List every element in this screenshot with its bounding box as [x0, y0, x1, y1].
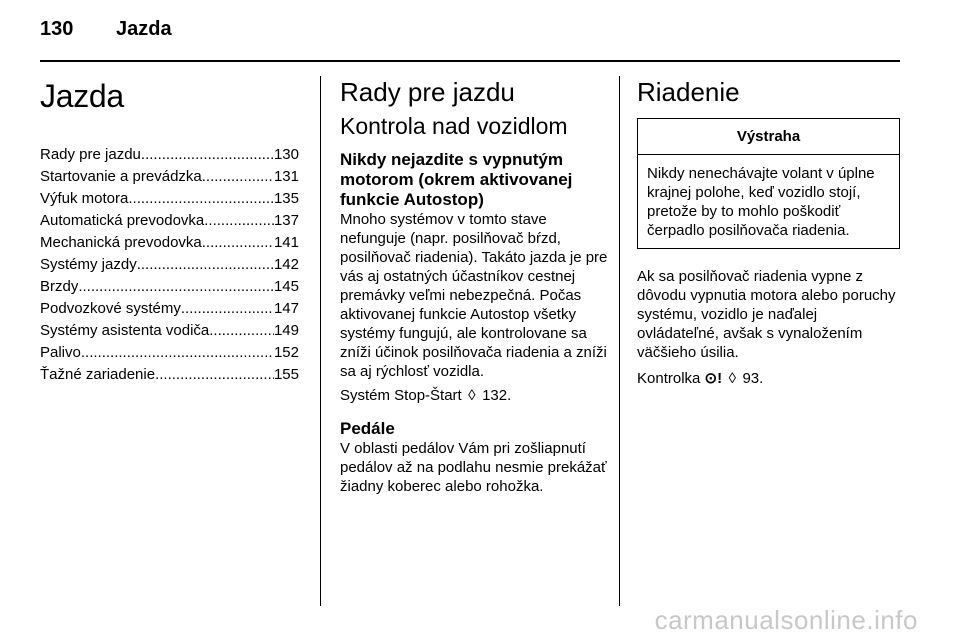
- toc-entry[interactable]: [40, 342, 299, 364]
- toc-entry-page: 130: [273, 146, 299, 163]
- watermark: carmanualsonline.info: [654, 605, 918, 635]
- warning-title: Výstraha: [638, 119, 899, 155]
- toc-leader-dots: [141, 144, 274, 166]
- warning-body: Nikdy nenechávajte volant v úplne krajnej polohe, keď vozidlo stojí, pretože by to mohlo poškodiť čerpadlo posilňovača riadenia.: [647, 165, 875, 239]
- toc-entry[interactable]: [40, 144, 299, 166]
- stop-start-reference: [340, 386, 608, 405]
- toc-entry-page: 147: [273, 300, 299, 317]
- lamp-ref-text: Kontrolka: [637, 370, 701, 387]
- driving-tips-column: [340, 76, 608, 496]
- toc-leader-dots: [128, 188, 274, 210]
- page-ref-icon: ◊: [468, 387, 476, 404]
- table-of-contents: [40, 144, 299, 386]
- header-rule: [40, 60, 900, 62]
- toc-entry-label: Rady pre jazdu: [40, 146, 141, 163]
- toc-leader-dots: [78, 276, 274, 298]
- warning-box: [637, 118, 900, 249]
- toc-entry-page: 142: [273, 256, 299, 273]
- toc-entry-label: Palivo: [40, 344, 81, 361]
- page-number: 130: [40, 18, 74, 40]
- page-ref-icon: ◊: [728, 370, 736, 387]
- toc-entry[interactable]: [40, 276, 299, 298]
- toc-entry-page: 135: [273, 190, 299, 207]
- lamp-ref-page[interactable]: 93.: [742, 370, 764, 387]
- toc-leader-dots: [181, 298, 274, 320]
- toc-entry-page: 149: [273, 322, 299, 339]
- toc-entry[interactable]: [40, 210, 299, 232]
- toc-entry-label: Podvozkové systémy: [40, 300, 181, 317]
- toc-entry-label: Brzdy: [40, 278, 79, 295]
- toc-entry-label: Výfuk motora: [40, 190, 129, 207]
- toc-entry-label: Startovanie a prevádzka: [40, 168, 202, 185]
- toc-entry-label: Systémy asistenta vodiča: [40, 322, 210, 339]
- toc-entry-page: 152: [273, 344, 299, 361]
- toc-entry[interactable]: [40, 188, 299, 210]
- chapter-title: Jazda: [116, 18, 172, 40]
- toc-entry-label: Mechanická prevodovka: [40, 234, 202, 251]
- toc-leader-dots: [202, 232, 274, 254]
- warning-lamp-reference: [637, 369, 900, 388]
- toc-entry[interactable]: [40, 364, 299, 386]
- toc-entry-page: 131: [273, 168, 299, 185]
- toc-entry-page: 145: [273, 278, 299, 295]
- toc-column: [40, 76, 299, 386]
- pedals-heading: Pedále: [340, 419, 395, 438]
- toc-entry[interactable]: [40, 166, 299, 188]
- toc-entry[interactable]: [40, 254, 299, 276]
- pedals-paragraph: V oblasti pedálov Vám pri zošliapnutí pedálov až na podlahu nesmie prekážať žiadny koberec alebo rohožka.: [340, 440, 607, 495]
- stop-start-ref-page[interactable]: 132.: [482, 387, 512, 404]
- column-divider-2: [619, 76, 620, 606]
- toc-entry-label: Automatická prevodovka: [40, 212, 205, 229]
- toc-entry-page: 141: [273, 234, 299, 251]
- steering-column: [637, 76, 900, 388]
- steering-warning-icon: ⊙!: [704, 370, 723, 387]
- toc-leader-dots: [209, 320, 274, 342]
- toc-entry[interactable]: [40, 320, 299, 342]
- toc-leader-dots: [81, 342, 274, 364]
- driving-tips-title: Rady pre jazdu: [340, 77, 515, 107]
- toc-entry-page: 137: [273, 212, 299, 229]
- toc-entry-page: 155: [273, 366, 299, 383]
- toc-entry-label: Ťažné zariadenie: [40, 366, 156, 383]
- toc-entry-label: Systémy jazdy: [40, 256, 137, 273]
- toc-leader-dots: [202, 166, 274, 188]
- vehicle-control-subtitle: Kontrola nad vozidlom: [340, 113, 568, 139]
- toc-entry[interactable]: [40, 232, 299, 254]
- column-divider-1: [320, 76, 321, 606]
- toc-leader-dots: [204, 210, 274, 232]
- toc-entry[interactable]: [40, 298, 299, 320]
- stop-start-ref-text: Systém Stop-Štart: [340, 387, 462, 404]
- page-header: [40, 18, 172, 41]
- engine-off-heading: Nikdy nejazdite s vypnutým motorom (okrem aktivovanej funkcie Autostop): [340, 150, 573, 209]
- steering-title: Riadenie: [637, 77, 740, 107]
- toc-leader-dots: [137, 254, 274, 276]
- toc-leader-dots: [155, 364, 274, 386]
- section-title: Jazda: [40, 78, 124, 114]
- engine-off-paragraph: Mnoho systémov v tomto stave nefunguje (napr. posilňovač bŕzd, posilňovač riadenia). Takáto jazda je pre vás aj ostatných účastníkov cestnej premávky veľmi nebezpečná. Počas aktivovanej funkcie Autostop všetky systémy fungujú, ale kontrolovane sa zníži účinok posilňovača riadenia a zníži sa aj rýchlosť vozidla.: [340, 211, 608, 380]
- steering-paragraph: Ak sa posilňovač riadenia vypne z dôvodu vypnutia motora alebo poruchy systému, vozidlo je naďalej ovládateľné, avšak s vynaložením väčšieho úsilia.: [637, 268, 896, 361]
